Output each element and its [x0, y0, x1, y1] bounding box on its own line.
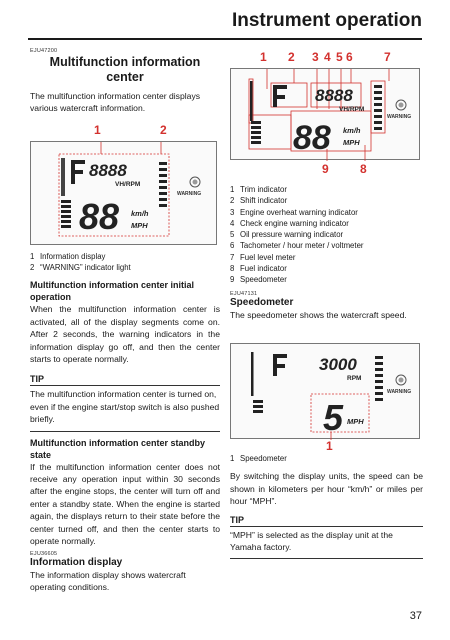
- legend-item: 2 “WARNING” indicator light: [30, 263, 131, 273]
- figure-info-center: [30, 123, 220, 249]
- tip-label: TIP: [230, 514, 423, 527]
- legend-item: 6 Tachometer / hour meter / voltmeter: [230, 241, 364, 251]
- figure-callout: 7: [384, 50, 391, 64]
- lcd-mph-label: MPH: [131, 220, 148, 230]
- figure-callout: 3: [312, 50, 319, 64]
- tip-label: TIP: [30, 373, 220, 386]
- legend-item: 8 Fuel indicator: [230, 264, 287, 274]
- init-title: Multifunction information center initial operation: [30, 280, 194, 303]
- lcd-kmh-label: km/h: [343, 126, 361, 135]
- legend-item: 7 Fuel level meter: [230, 252, 296, 262]
- header-title: Instrument operation: [231, 10, 422, 31]
- figure-callout: 8: [360, 162, 367, 176]
- figure-speedometer: [230, 343, 423, 453]
- figure-callout: 2: [160, 122, 167, 137]
- figure-callout: 1: [260, 50, 267, 64]
- figure-callout: 9: [322, 162, 329, 176]
- lcd-warning-label: WARNING: [387, 389, 412, 396]
- tip-text: “MPH” is selected as the display unit at the Yamaha factory.: [230, 529, 393, 552]
- lcd-graphic: [231, 344, 421, 440]
- figure-callout: 1: [326, 439, 333, 454]
- lcd-rpm-label: VH/RPM: [339, 106, 365, 113]
- figure-legend: [230, 453, 423, 464]
- units-text: By switching the display units, the speed can be shown in kilometers per hour “km/h” or miles per hour “MPH”.: [230, 471, 423, 507]
- figure-callout: 5: [336, 50, 343, 64]
- lcd-speed-digits: 88: [293, 119, 331, 157]
- lcd-kmh-label: km/h: [131, 208, 149, 218]
- figure-callout: 6: [346, 50, 353, 64]
- figure-callout: 1: [94, 122, 101, 137]
- lcd-graphic: [31, 142, 218, 246]
- header-rule: [28, 38, 422, 40]
- lcd-warning-label: WARNING: [177, 190, 202, 197]
- legend-item: 3 Engine overheat warning indicator: [230, 207, 358, 217]
- lcd-digits: 8888: [315, 86, 353, 105]
- display-title: Information display: [30, 556, 123, 568]
- legend-item: 1 Speedometer: [230, 454, 287, 464]
- display-text: The information display shows watercraft operating conditions.: [30, 569, 186, 592]
- legend-item: 5 Oil pressure warning indicator: [230, 230, 344, 240]
- section-code: EJU47131: [230, 290, 258, 297]
- legend-item: 4 Check engine warning indicator: [230, 218, 349, 228]
- page-number: 37: [409, 610, 422, 622]
- section-code: EJU36605: [30, 550, 58, 557]
- lcd-speed-digits: 5: [323, 397, 344, 439]
- legend-item: 9 Speedometer: [230, 275, 287, 285]
- lcd-panel: [30, 141, 217, 245]
- speedo-title: Speedometer: [230, 296, 294, 308]
- figure-legend: [30, 251, 220, 274]
- standby-title: Multifunction information center standby state: [30, 437, 205, 460]
- legend-item: 2 Shift indicator: [230, 196, 288, 206]
- standby-text: If the multifunction information center does not receive any operation input within 30 seconds after the engine stops, the center will turn off and enter a standby state. When the engine is started again, the displays return to their state before the center turned off, and then the center starts to operate normally.: [30, 461, 220, 547]
- left-column: [30, 48, 220, 593]
- lcd-graphic: [231, 69, 421, 161]
- intro-text: The multifunction information center displays various watercraft information.: [30, 91, 201, 114]
- figure-callout: 2: [288, 50, 295, 64]
- section-code: EJU47200: [30, 48, 58, 54]
- tip-text: The multifunction information center is turned on, even if the engine start/stop switch is also pushed briefly.: [30, 389, 220, 425]
- lcd-rpm-label: VH/RPM: [115, 180, 141, 188]
- lcd-panel: [230, 343, 420, 439]
- right-column: [230, 48, 423, 559]
- init-text: When the multifunction information center is activated, all of the display segments come on. After 2 seconds, the warning indicators in the information display go off, and then the center starts to operate normally.: [30, 304, 220, 365]
- speedo-text: The speedometer shows the watercraft speed.: [230, 309, 407, 320]
- legend-item: 1 Trim indicator: [230, 185, 287, 194]
- lcd-speed-digits: 88: [79, 195, 120, 237]
- figure-legend: [230, 184, 423, 286]
- lcd-rpm-label: RPM: [347, 375, 362, 383]
- lcd-warning-label: WARNING: [387, 114, 412, 120]
- section-title: Multifunction information center: [49, 55, 201, 84]
- figure-callout: 4: [324, 50, 331, 64]
- lcd-digits: 3000: [319, 355, 357, 375]
- figure-info-display: [230, 50, 423, 184]
- legend-item: 1 Information display: [30, 251, 106, 261]
- lcd-panel: [230, 68, 420, 160]
- lcd-digits: 8888: [89, 160, 127, 180]
- tip-box: [230, 512, 423, 560]
- tip-box: [30, 371, 220, 431]
- lcd-mph-label: MPH: [343, 138, 360, 147]
- lcd-mph-label: MPH: [347, 417, 364, 427]
